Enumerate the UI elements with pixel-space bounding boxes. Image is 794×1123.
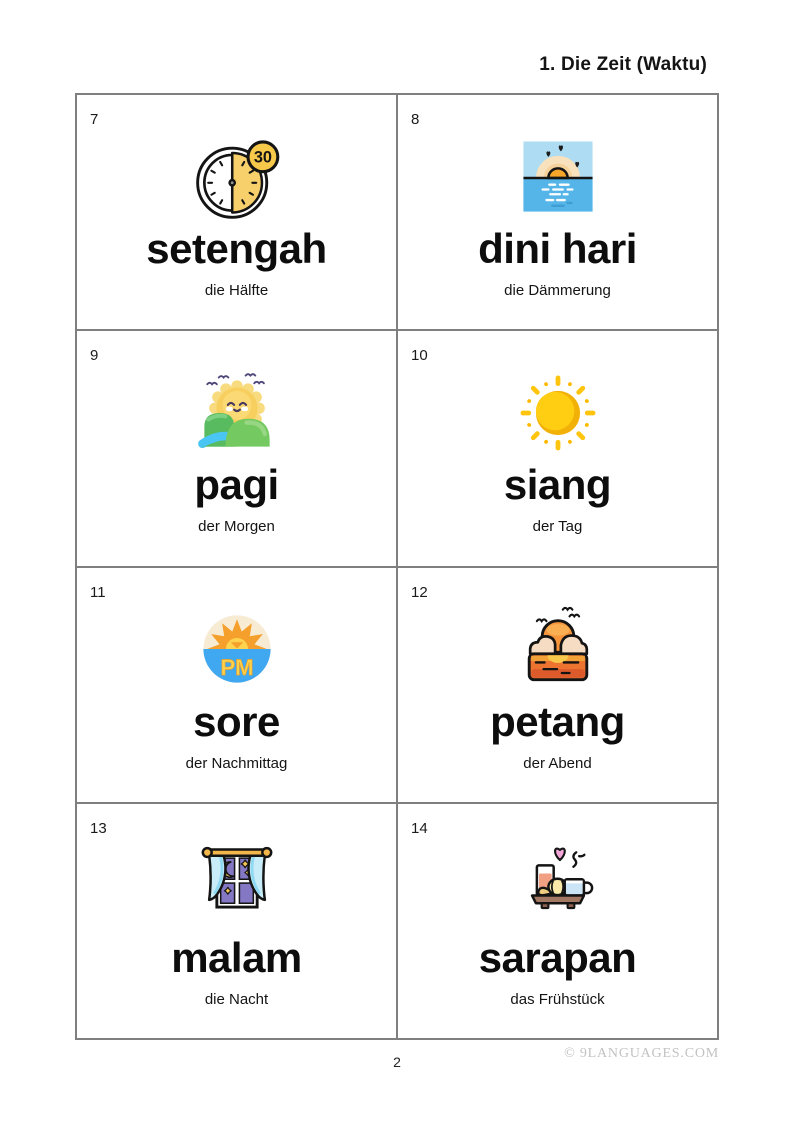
flashcard-malam: [77, 804, 396, 1038]
word-label: sore: [193, 697, 280, 745]
card-number: 9: [90, 347, 99, 365]
word-label: siang: [503, 461, 612, 509]
word-label: pagi: [194, 461, 279, 509]
midday-sun-icon: [510, 364, 606, 461]
word-label: petang: [490, 697, 625, 745]
translation-label: der Abend: [523, 754, 592, 772]
translation-label: das Frühstück: [510, 990, 605, 1008]
evening-sunset-icon: [510, 601, 606, 698]
flashcard-sarapan: [398, 804, 717, 1038]
word-label: sarapan: [478, 933, 637, 981]
badge-30-label: 30: [253, 148, 272, 167]
card-number: 8: [411, 111, 420, 128]
night-window-icon: [189, 837, 285, 934]
translation-label: der Morgen: [198, 518, 275, 536]
translation-label: der Tag: [532, 518, 583, 536]
card-number: 10: [411, 347, 428, 365]
card-number: 13: [90, 819, 107, 837]
translation-label: die Dämmerung: [504, 282, 611, 300]
clock-half-hour-icon: [189, 128, 285, 225]
flashcard-pagi: [77, 331, 396, 565]
flashcard-sore: [77, 568, 396, 802]
card-number: 11: [90, 583, 106, 601]
dawn-sunrise-sea-icon: [510, 128, 606, 225]
word-label: malam: [171, 933, 302, 981]
translation-label: die Hälfte: [204, 282, 269, 300]
pm-label: PM: [219, 654, 254, 680]
card-number: 7: [90, 111, 99, 128]
flashcard-siang: [398, 331, 717, 565]
flashcard-setengah: [77, 95, 396, 329]
breakfast-tray-icon: [510, 837, 606, 934]
card-number: 14: [411, 819, 428, 837]
copyright-label: © 9LANGUAGES.COM: [564, 1046, 719, 1061]
page-title: 1. Die Zeit (Waktu): [539, 54, 707, 75]
word-label: setengah: [146, 225, 327, 272]
card-number: 12: [411, 583, 428, 601]
flashcard-petang: [398, 568, 717, 802]
page-number: 2: [393, 1054, 401, 1070]
translation-label: die Nacht: [204, 990, 269, 1008]
flashcard-dini-hari: [398, 95, 717, 329]
word-label: dini hari: [478, 225, 637, 272]
afternoon-pm-icon: [189, 601, 285, 698]
translation-label: der Nachmittag: [185, 754, 288, 772]
flashcard-grid: [75, 93, 719, 1040]
morning-sun-hills-icon: [189, 364, 285, 461]
